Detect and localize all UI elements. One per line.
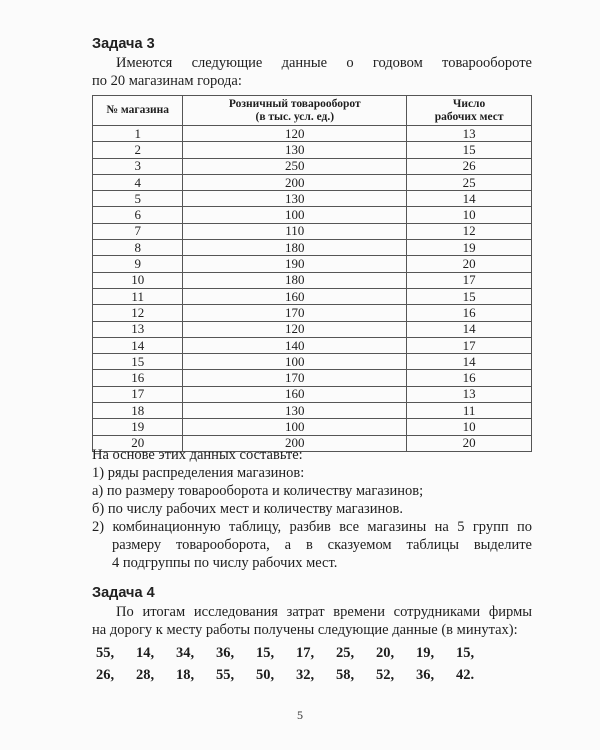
instruction-item-2-line3: 4 подгруппы по числу рабочих мест. (112, 555, 338, 571)
cell-workplaces: 12 (407, 223, 532, 239)
cell-turnover: 180 (183, 240, 407, 256)
cell-turnover: 130 (183, 403, 407, 419)
table-row (93, 288, 532, 304)
cell-store-number: 1 (93, 126, 183, 142)
cell-workplaces: 13 (407, 126, 532, 142)
minutes-values (96, 643, 496, 687)
cell-store-number: 8 (93, 240, 183, 256)
cell-workplaces: 19 (407, 240, 532, 256)
header-retail-turnover: Розничный товарооборот (в тыс. усл. ед.) (183, 96, 407, 126)
cell-store-number: 6 (93, 207, 183, 223)
minutes-value: 17, (296, 644, 315, 661)
table-row (93, 419, 532, 435)
cell-workplaces: 26 (407, 158, 532, 174)
cell-store-number: 17 (93, 386, 183, 402)
minutes-value: 55, (96, 644, 115, 661)
table-row (93, 403, 532, 419)
cell-turnover: 170 (183, 305, 407, 321)
cell-turnover: 130 (183, 142, 407, 158)
minutes-value: 14, (136, 644, 155, 661)
cell-store-number: 18 (93, 403, 183, 419)
minutes-value: 15, (456, 644, 475, 661)
cell-workplaces: 17 (407, 272, 532, 288)
instruction-item-2-line2: размеру товарооборота, а в сказуемом таблицы выделите (112, 537, 532, 553)
table-row (93, 337, 532, 353)
page-number: 5 (297, 708, 303, 722)
cell-store-number: 5 (93, 191, 183, 207)
cell-workplaces: 11 (407, 403, 532, 419)
cell-store-number: 3 (93, 158, 183, 174)
cell-store-number: 14 (93, 337, 183, 353)
cell-workplaces: 14 (407, 191, 532, 207)
task4-intro-line2: на дорогу к месту работы получены следующие данные (в минутах): (92, 622, 518, 638)
table-row (93, 386, 532, 402)
cell-workplaces: 20 (407, 256, 532, 272)
table-row (93, 370, 532, 386)
instruction-item-1a: а) по размеру товарооборота и количеству магазинов; (92, 483, 424, 499)
minutes-value: 25, (336, 644, 355, 661)
minutes-value: 19, (416, 644, 435, 661)
minutes-value: 36, (216, 644, 235, 661)
cell-workplaces: 10 (407, 419, 532, 435)
task4-intro-line1: По итогам исследования затрат времени сотрудниками фирмы (116, 604, 532, 620)
instruction-item-1: 1) ряды распределения магазинов: (92, 465, 305, 481)
minutes-value: 55, (216, 666, 235, 683)
minutes-value: 20, (376, 644, 395, 661)
minutes-value: 26, (96, 666, 115, 683)
cell-turnover: 170 (183, 370, 407, 386)
minutes-value: 32, (296, 666, 315, 683)
cell-workplaces: 25 (407, 174, 532, 190)
cell-turnover: 110 (183, 223, 407, 239)
cell-store-number: 16 (93, 370, 183, 386)
cell-turnover: 180 (183, 272, 407, 288)
task3-instructions (92, 446, 532, 572)
values-row-2 (96, 665, 496, 687)
cell-store-number: 10 (93, 272, 183, 288)
minutes-value: 34, (176, 644, 195, 661)
table-row (93, 240, 532, 256)
task3-intro-line1: Имеются следующие данные о годовом товарообороте (116, 55, 532, 71)
table-row (93, 223, 532, 239)
cell-store-number: 9 (93, 256, 183, 272)
cell-turnover: 200 (183, 435, 407, 451)
cell-workplaces: 13 (407, 386, 532, 402)
header-store-number: № магазина (93, 96, 183, 126)
cell-store-number: 20 (93, 435, 183, 451)
cell-turnover: 190 (183, 256, 407, 272)
cell-store-number: 12 (93, 305, 183, 321)
table-row (93, 174, 532, 190)
table-row (93, 158, 532, 174)
cell-store-number: 7 (93, 223, 183, 239)
instruction-item-2-line1: 2) комбинационную таблицу, разбив все магазины на 5 групп по (92, 519, 532, 535)
table-row (93, 256, 532, 272)
cell-turnover: 100 (183, 207, 407, 223)
cell-workplaces: 16 (407, 370, 532, 386)
cell-turnover: 120 (183, 126, 407, 142)
cell-turnover: 250 (183, 158, 407, 174)
cell-turnover: 140 (183, 337, 407, 353)
table-row (93, 354, 532, 370)
table-row (93, 126, 532, 142)
values-row-1 (96, 643, 496, 665)
task4-title: Задача 4 (92, 585, 155, 601)
cell-store-number: 15 (93, 354, 183, 370)
cell-turnover: 160 (183, 386, 407, 402)
minutes-value: 42. (456, 666, 475, 683)
cell-workplaces: 15 (407, 288, 532, 304)
minutes-value: 50, (256, 666, 275, 683)
cell-turnover: 100 (183, 419, 407, 435)
instructions-lead: На основе этих данных составьте: (92, 447, 303, 463)
cell-workplaces: 14 (407, 354, 532, 370)
task4-intro (92, 603, 532, 639)
cell-workplaces: 20 (407, 435, 532, 451)
cell-store-number: 11 (93, 288, 183, 304)
table-row (93, 207, 532, 223)
minutes-value: 52, (376, 666, 395, 683)
cell-workplaces: 10 (407, 207, 532, 223)
table-row (93, 191, 532, 207)
table-row (93, 305, 532, 321)
cell-store-number: 2 (93, 142, 183, 158)
task3-intro-line2: по 20 магазинам города: (92, 73, 242, 89)
table-header-row (93, 96, 532, 126)
turnover-table (92, 95, 532, 452)
cell-turnover: 200 (183, 174, 407, 190)
minutes-value: 18, (176, 666, 195, 683)
cell-turnover: 160 (183, 288, 407, 304)
task3-intro (92, 54, 532, 90)
table-row (93, 321, 532, 337)
cell-turnover: 120 (183, 321, 407, 337)
instruction-item-1b: б) по числу рабочих мест и количеству магазинов. (92, 501, 403, 517)
cell-workplaces: 15 (407, 142, 532, 158)
table-row (93, 142, 532, 158)
cell-workplaces: 14 (407, 321, 532, 337)
header-workplaces: Число рабочих мест (407, 96, 532, 126)
table-body (93, 126, 532, 452)
minutes-value: 36, (416, 666, 435, 683)
task3-title: Задача 3 (92, 36, 155, 52)
cell-store-number: 13 (93, 321, 183, 337)
cell-turnover: 130 (183, 191, 407, 207)
minutes-value: 28, (136, 666, 155, 683)
cell-turnover: 100 (183, 354, 407, 370)
cell-workplaces: 16 (407, 305, 532, 321)
minutes-value: 58, (336, 666, 355, 683)
table-row (93, 272, 532, 288)
minutes-value: 15, (256, 644, 275, 661)
cell-store-number: 19 (93, 419, 183, 435)
cell-workplaces: 17 (407, 337, 532, 353)
cell-store-number: 4 (93, 174, 183, 190)
